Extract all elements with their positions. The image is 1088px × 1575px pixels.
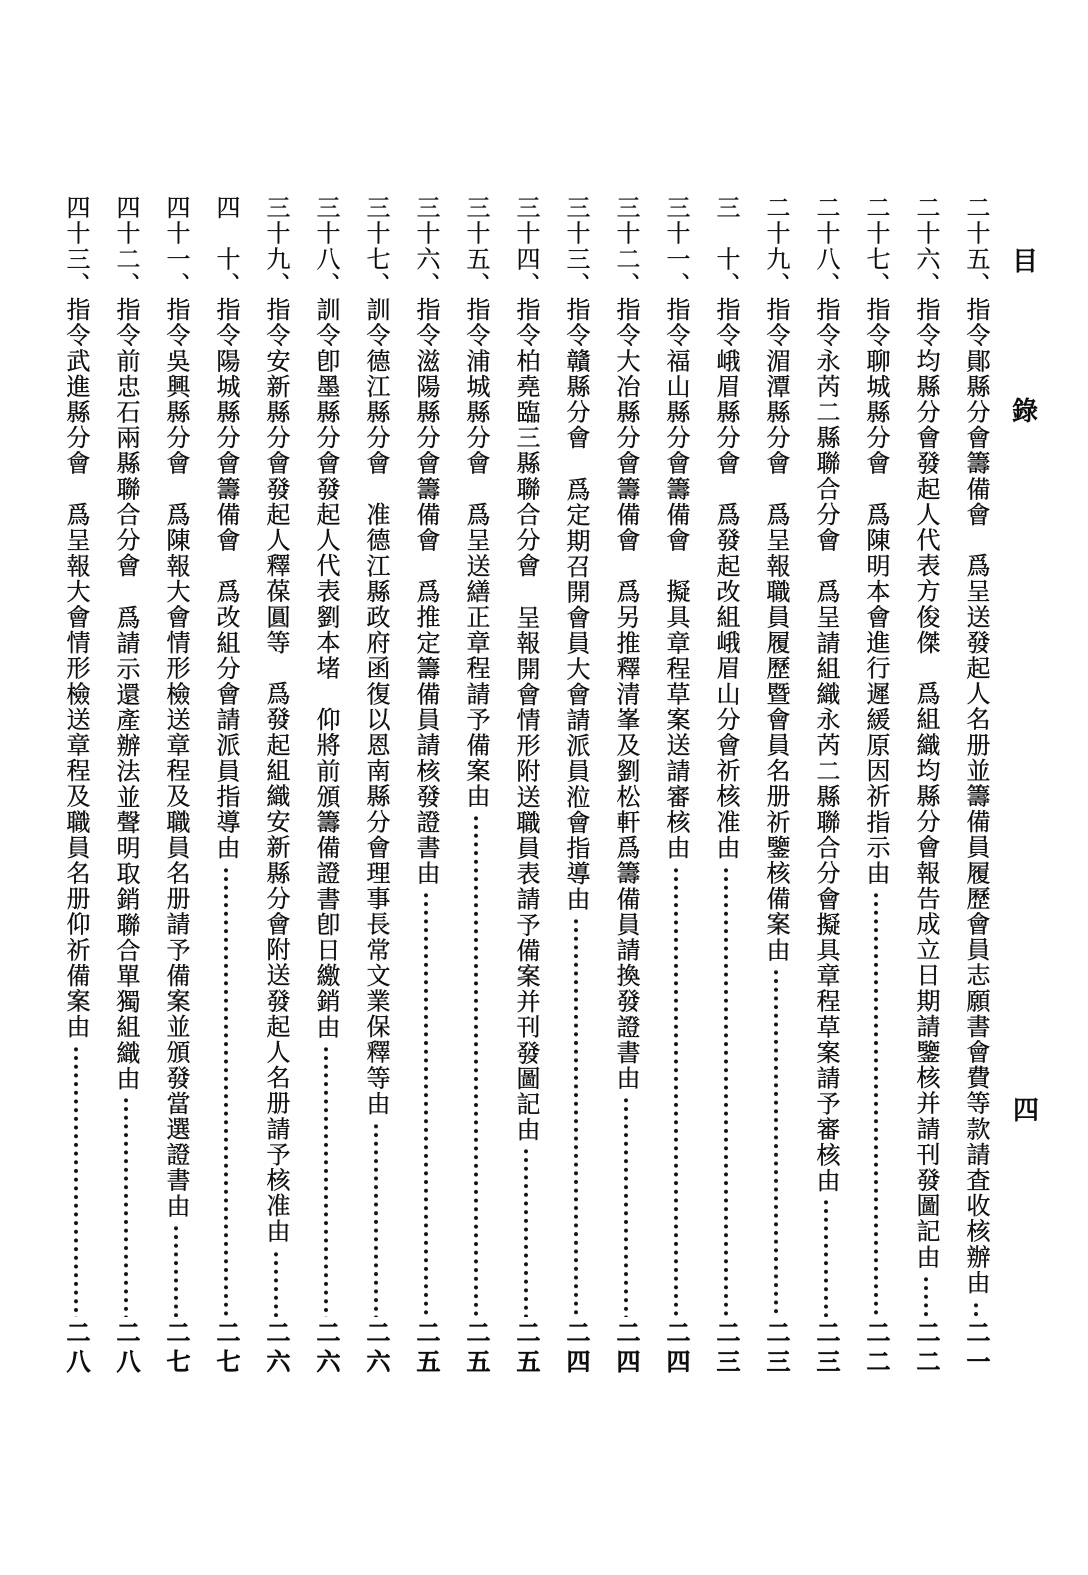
running-header-title-char-2: 錄: [1011, 397, 1038, 427]
dot-leader: [501, 1147, 551, 1317]
entry-page-number: 二二: [862, 1320, 891, 1378]
entry-subject: 爲定期召開會員大會請派員涖會指導由: [562, 476, 590, 912]
dot-leader: [601, 1096, 651, 1317]
table-of-contents: [51, 195, 1001, 1378]
entry-subject: 爲呈送繕正章程請予備案由: [462, 502, 490, 810]
entry-page-number: 二六: [312, 1320, 341, 1378]
entry-page-number: 二七: [212, 1320, 241, 1378]
dot-leader: [51, 1045, 101, 1317]
entry-subject: 准德江縣政府函復以恩南縣分會理事長常文業保釋等由: [362, 502, 390, 1117]
entry-page-number: 二三: [812, 1320, 841, 1378]
entry-recipient: 指令前忠石兩縣聯合分會: [112, 297, 140, 580]
toc-entry: [601, 195, 651, 1378]
dot-leader: [151, 1224, 201, 1317]
toc-entry: [751, 195, 801, 1378]
entry-recipient: 指令鄖縣分會籌備會: [962, 297, 990, 528]
entry-recipient: 指令峨眉縣分會: [712, 297, 740, 477]
entry-recipient: 指令大冶縣分會籌備會: [612, 297, 640, 554]
entry-number: 二十六、: [912, 195, 940, 298]
entry-recipient: 指令陽城縣分會籌備會: [212, 297, 240, 554]
entry-page-number: 二六: [262, 1320, 291, 1378]
toc-entry: [201, 195, 251, 1378]
dot-leader: [801, 1198, 851, 1317]
entry-page-number: 二三: [712, 1320, 741, 1378]
entry-number: 三十八、: [312, 195, 340, 298]
entry-subject: 爲組織均縣分會報告成立日期請鑒核并請刊發圖記由: [912, 681, 940, 1271]
dot-leader: [351, 1122, 401, 1317]
entry-number: 二十九、: [762, 195, 790, 298]
entry-page-number: 二四: [612, 1320, 641, 1378]
entry-number: 三十七、: [362, 195, 390, 298]
entry-number: 三 十、: [712, 195, 740, 298]
toc-entry: [401, 195, 451, 1378]
entry-subject: 爲發起組織安新縣分會附送發起人名册請予核准由: [262, 681, 290, 1245]
entry-subject: 爲發起改組峨眉山分會祈核准由: [712, 502, 740, 861]
entry-subject: 爲呈報大會情形檢送章程及職員名册仰祈備案由: [62, 502, 90, 1040]
entry-recipient: 指令安新縣分會發起人釋葆圓等: [262, 297, 290, 656]
entry-page-number: 二六: [362, 1320, 391, 1378]
entry-page-number: 二四: [562, 1320, 591, 1378]
entry-page-number: 二四: [662, 1320, 691, 1378]
entry-number: 四十一、: [162, 195, 190, 298]
entry-recipient: 指令吳興縣分會: [162, 297, 190, 477]
entry-number: 三十一、: [662, 195, 690, 298]
entry-number: 二十八、: [812, 195, 840, 298]
toc-entry: [701, 195, 751, 1378]
toc-entry: [551, 195, 601, 1378]
toc-entry: [51, 195, 101, 1378]
entry-page-number: 二三: [762, 1320, 791, 1378]
entry-page-number: 二八: [112, 1320, 141, 1378]
entry-recipient: 指令柏堯臨三縣聯合分會: [512, 297, 540, 580]
entry-number: 三十五、: [462, 195, 490, 298]
entry-subject: 仰將前頒籌備證書卽日繳銷由: [312, 707, 340, 1040]
entry-page-number: 二二: [912, 1320, 941, 1378]
toc-entry: [251, 195, 301, 1378]
entry-subject: 爲呈報職員履歷暨會員名册祈鑒核備案由: [762, 502, 790, 964]
entry-number: 四十三、: [62, 195, 90, 298]
entry-subject: 擬具章程草案送請審核由: [662, 579, 690, 861]
entry-number: 三十九、: [262, 195, 290, 298]
toc-entry: [851, 195, 901, 1378]
entry-subject: 爲另推釋清峯及劉松軒爲籌備員請換發證書由: [612, 579, 640, 1091]
entry-number: 二十七、: [862, 195, 890, 298]
entry-subject: 爲呈請組織永芮二縣聯合分會擬具章程草案請予審核由: [812, 579, 840, 1194]
dot-leader: [201, 866, 251, 1317]
toc-entry: [901, 195, 951, 1378]
entry-recipient: 指令浦城縣分會: [462, 297, 490, 477]
dot-leader: [301, 1045, 351, 1317]
entry-recipient: 指令湄潭縣分會: [762, 297, 790, 477]
page-number: 四: [1012, 1096, 1039, 1126]
entry-number: 三十六、: [412, 195, 440, 298]
entry-page-number: 二一: [962, 1320, 991, 1378]
toc-entry: [451, 195, 501, 1378]
entry-recipient: 訓令卽墨縣分會發起人代表劉本堵: [312, 297, 340, 682]
entry-recipient: 訓令德江縣分會: [362, 297, 390, 477]
dot-leader: [551, 917, 601, 1317]
dot-leader: [401, 891, 451, 1317]
entry-number: 三十二、: [612, 195, 640, 298]
toc-entry: [151, 195, 201, 1378]
dot-leader: [901, 1275, 951, 1317]
dot-leader: [951, 1301, 1001, 1317]
entry-recipient: 指令贛縣分會: [562, 297, 590, 452]
entry-page-number: 二五: [462, 1320, 491, 1378]
dot-leader: [101, 1096, 151, 1317]
toc-entry: [301, 195, 351, 1378]
entry-recipient: 指令聊城縣分會: [862, 297, 890, 477]
entry-page-number: 二七: [162, 1320, 191, 1378]
dot-leader: [251, 1250, 301, 1317]
dot-leader: [651, 866, 701, 1317]
dot-leader: [751, 968, 801, 1317]
toc-entry: [951, 195, 1001, 1378]
entry-subject: 爲陳明本會進行遲緩原因祈指示由: [862, 502, 890, 887]
toc-entry: [801, 195, 851, 1378]
entry-subject: 爲呈送發起人名册並籌備員履歷會員志願書會費等款請査收核辦由: [962, 553, 990, 1296]
entry-subject: 爲改組分會請派員指導由: [212, 579, 240, 861]
entry-number: 三十三、: [562, 195, 590, 298]
entry-number: 三十四、: [512, 195, 540, 298]
entry-page-number: 二五: [512, 1320, 541, 1378]
entry-recipient: 指令武進縣分會: [62, 297, 90, 477]
toc-entry: [351, 195, 401, 1378]
dot-leader: [701, 866, 751, 1317]
toc-entry: [101, 195, 151, 1378]
entry-page-number: 二五: [412, 1320, 441, 1378]
entry-page-number: 二八: [62, 1320, 91, 1378]
toc-entry: [651, 195, 701, 1378]
entry-subject: 呈報開會情形附送職員表請予備案并刊發圖記由: [512, 604, 540, 1143]
entry-number: 四十二、: [112, 195, 140, 298]
dot-leader: [851, 891, 901, 1317]
dot-leader: [451, 814, 501, 1317]
entry-number: 四 十、: [212, 195, 240, 298]
running-header-title-char-1: 目: [1011, 247, 1038, 277]
entry-recipient: 指令永芮二縣聯合分會: [812, 297, 840, 554]
entry-subject: 爲請示還產辦法並聲明取銷聯合單獨組織由: [112, 604, 140, 1092]
toc-entry: [501, 195, 551, 1378]
entry-recipient: 指令滋陽縣分會籌備會: [412, 297, 440, 554]
entry-recipient: 指令福山縣分會籌備會: [662, 297, 690, 554]
entry-recipient: 指令均縣分會發起人代表方俊傑: [912, 297, 940, 656]
entry-subject: 爲推定籌備員請核發證書由: [412, 579, 440, 887]
entry-subject: 爲陳報大會情形檢送章程及職員名册請予備案並頒發當選證書由: [162, 502, 190, 1220]
entry-number: 二十五、: [962, 195, 990, 298]
